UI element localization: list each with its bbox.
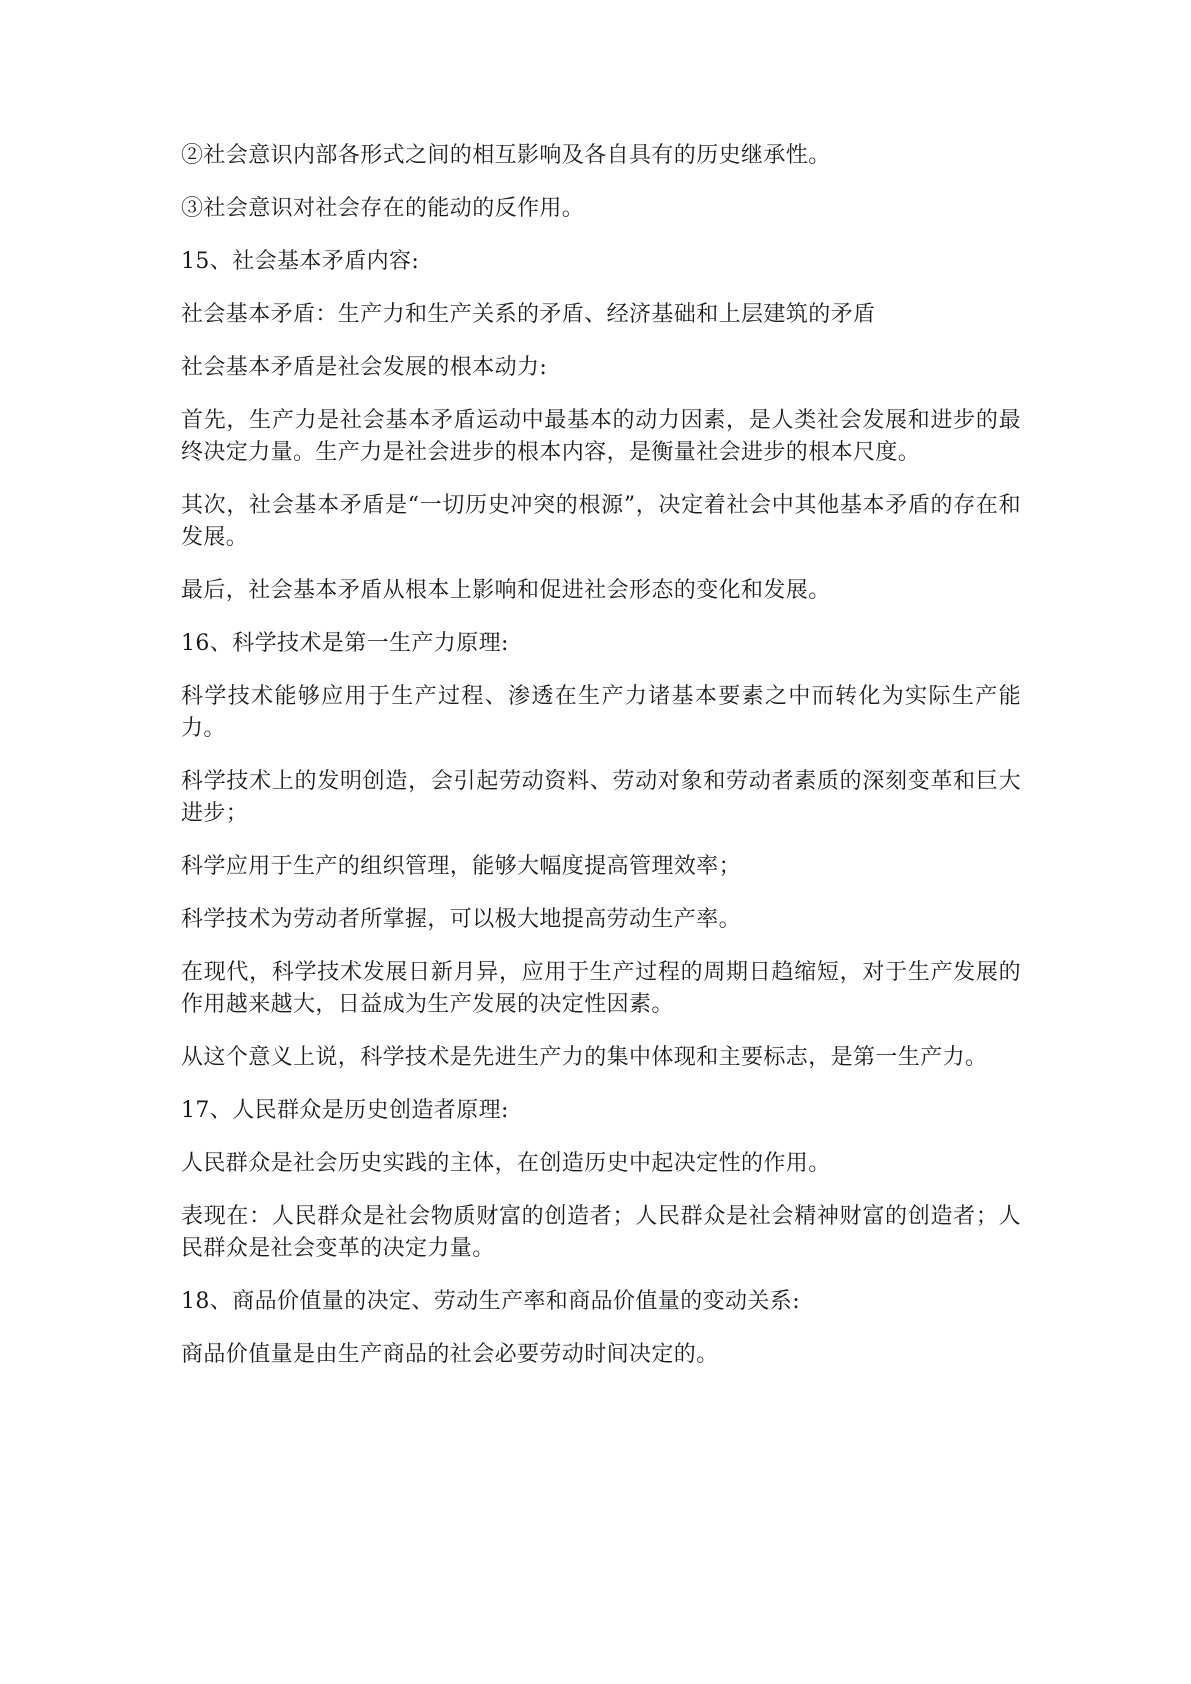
section-heading: 16、科学技术是第一生产力原理: bbox=[181, 631, 509, 656]
paragraph: 首先，生产力是社会基本矛盾运动中最基本的动力因素，是人类社会发展和进步的最终决定力量。生产力是社会进步的根本内容，是衡量社会进步的根本尺度。 bbox=[181, 408, 1021, 465]
paragraph: 从这个意义上说，科学技术是先进生产力的集中体现和主要标志，是第一生产力。 bbox=[181, 1045, 988, 1070]
section-heading: 18、商品价值量的决定、劳动生产率和商品价值量的变动关系: bbox=[181, 1289, 801, 1314]
paragraph: 社会基本矛盾：生产力和生产关系的矛盾、经济基础和上层建筑的矛盾 bbox=[181, 302, 876, 327]
paragraph: ③社会意识对社会存在的能动的反作用。 bbox=[181, 196, 585, 221]
document-body bbox=[181, 140, 1021, 1392]
paragraph: 在现代，科学技术发展日新月异，应用于生产过程的周期日趋缩短，对于生产发展的作用越来越大，日益成为生产发展的决定性因素。 bbox=[181, 960, 1021, 1017]
section-heading: 17、人民群众是历史创造者原理: bbox=[181, 1098, 509, 1123]
section-heading: 15、社会基本矛盾内容: bbox=[181, 249, 420, 274]
paragraph: 科学应用于生产的组织管理，能够大幅度提高管理效率； bbox=[181, 854, 742, 879]
paragraph: 社会基本矛盾是社会发展的根本动力: bbox=[181, 355, 548, 380]
paragraph: 科学技术能够应用于生产过程、渗透在生产力诸基本要素之中而转化为实际生产能力。 bbox=[181, 684, 1021, 741]
paragraph: 人民群众是社会历史实践的主体，在创造历史中起决定性的作用。 bbox=[181, 1151, 831, 1176]
paragraph: 表现在：人民群众是社会物质财富的创造者；人民群众是社会精神财富的创造者；人民群众是社会变革的决定力量。 bbox=[181, 1204, 1021, 1261]
paragraph: 科学技术为劳动者所掌握，可以极大地提高劳动生产率。 bbox=[181, 907, 742, 932]
paragraph: ②社会意识内部各形式之间的相互影响及各自具有的历史继承性。 bbox=[181, 143, 831, 168]
paragraph: 其次，社会基本矛盾是“一切历史冲突的根源”，决定着社会中其他基本矛盾的存在和发展。 bbox=[181, 493, 1021, 550]
paragraph: 科学技术上的发明创造，会引起劳动资料、劳动对象和劳动者素质的深刻变革和巨大进步； bbox=[181, 769, 1021, 826]
paragraph: 商品价值量是由生产商品的社会必要劳动时间决定的。 bbox=[181, 1342, 719, 1367]
paragraph: 最后，社会基本矛盾从根本上影响和促进社会形态的变化和发展。 bbox=[181, 578, 831, 603]
